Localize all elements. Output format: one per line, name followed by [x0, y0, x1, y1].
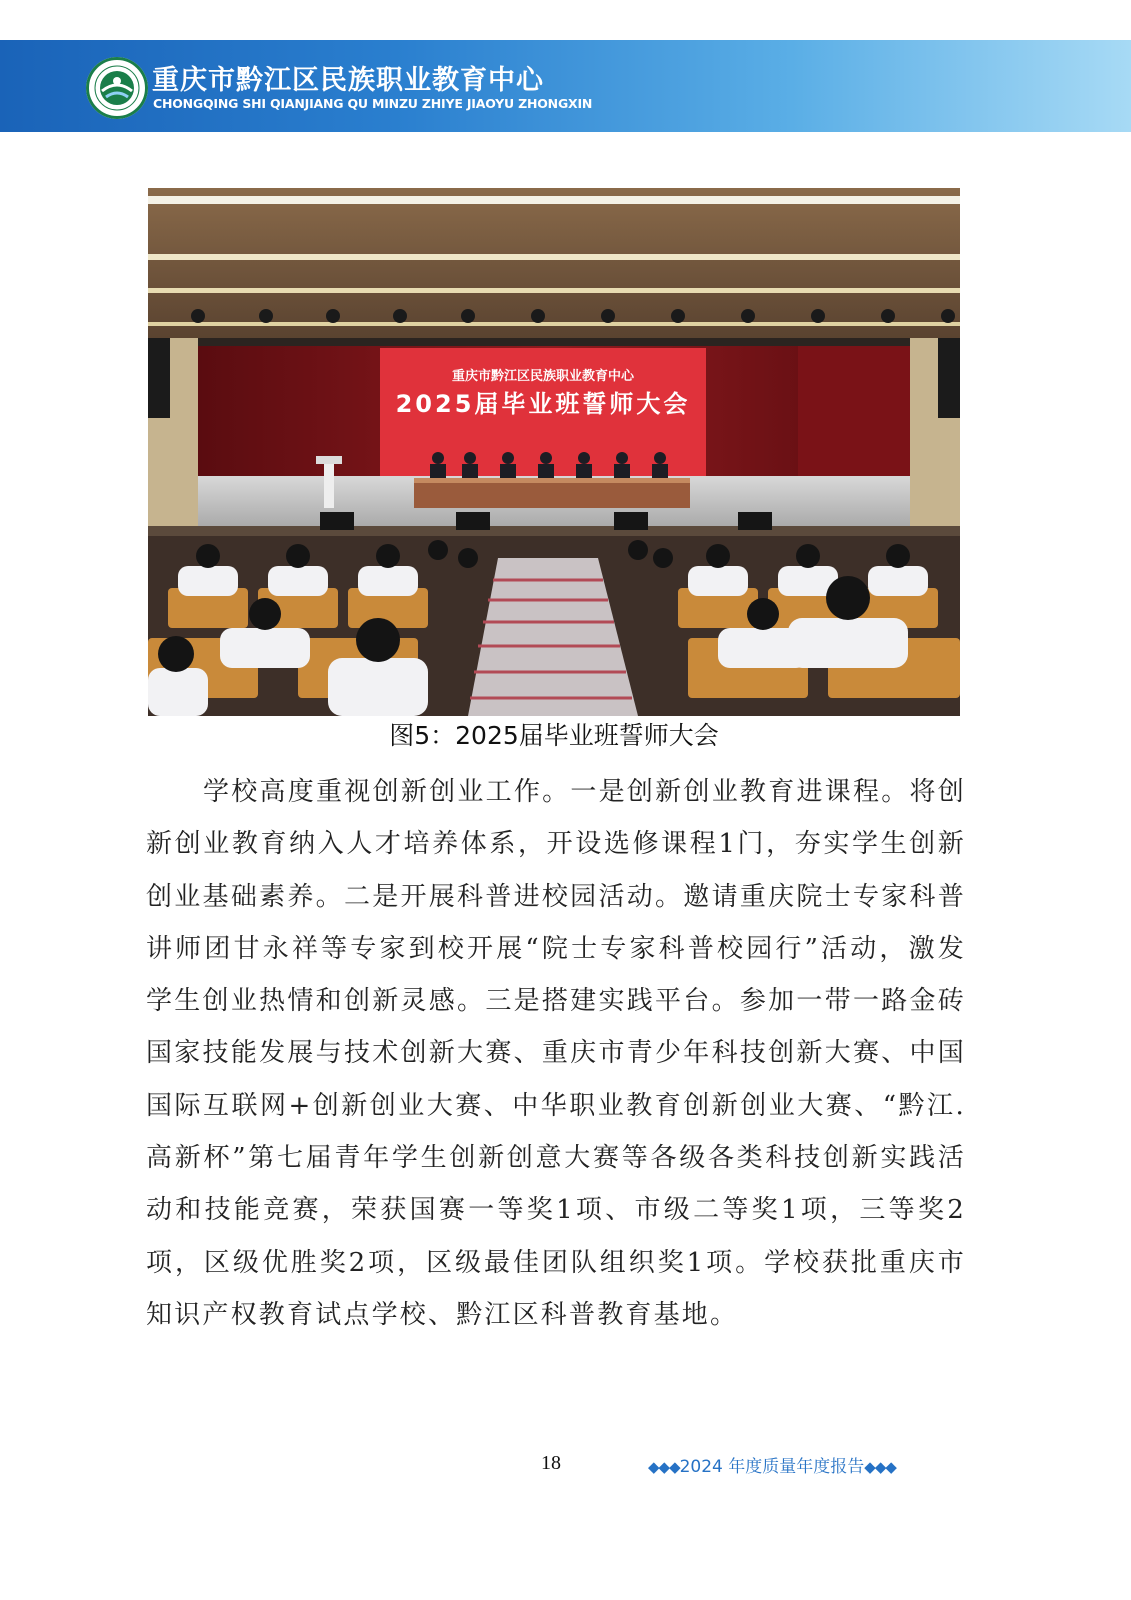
footer-report-title [648, 1452, 896, 1477]
figure-caption: 图5：2025届毕业班誓师大会 [389, 721, 719, 750]
ceremony-photo [148, 188, 960, 716]
school-name-cn: 重庆市黔江区民族职业教育中心 [152, 65, 544, 96]
diamond-right-icon: ◆◆◆ [864, 1458, 896, 1476]
banner-line2: 2025届毕业班誓师大会 [395, 390, 691, 418]
banner-line1: 重庆市黔江区民族职业教育中心 [451, 369, 635, 384]
page-number: 18 [541, 1452, 561, 1474]
diamond-left-icon: ◆◆◆ [648, 1458, 680, 1476]
report-title: 2024 年度质量年度报告 [679, 1457, 865, 1477]
school-name-pinyin: CHONGQING SHI QIANJIANG QU MINZU ZHIYE JIAOYU ZHONGXIN [153, 96, 593, 111]
school-emblem-icon [86, 57, 148, 119]
body-paragraph: 学校高度重视创新创业工作。一是创新创业教育进课程。将创新创业教育纳入人才培养体系，开设选修课程1门，夯实学生创新创业基础素养。二是开展科普进校园活动。邀请重庆院士专家科普讲师团甘永祥等专家到校开展“院士专家科普校园行”活动，激发学生创业热情和创新灵感。三是搭建实践平台。参加一带一路金砖国家技能发展与技术创新大赛、重庆市青少年科技创新大赛、中国国际互联网+创新创业大赛、中华职业教育创新创业大赛、“黔江.高新杯”第七届青年学生创新创意大赛等各级各类科技创新实践活动和技能竞赛，荣获国赛一等奖1项、市级二等奖1项，三等奖2项，区级优胜奖2项，区级最佳团队组织奖1项。学校获批重庆市知识产权教育试点学校、黔江区科普教育基地。 [146, 777, 966, 1330]
